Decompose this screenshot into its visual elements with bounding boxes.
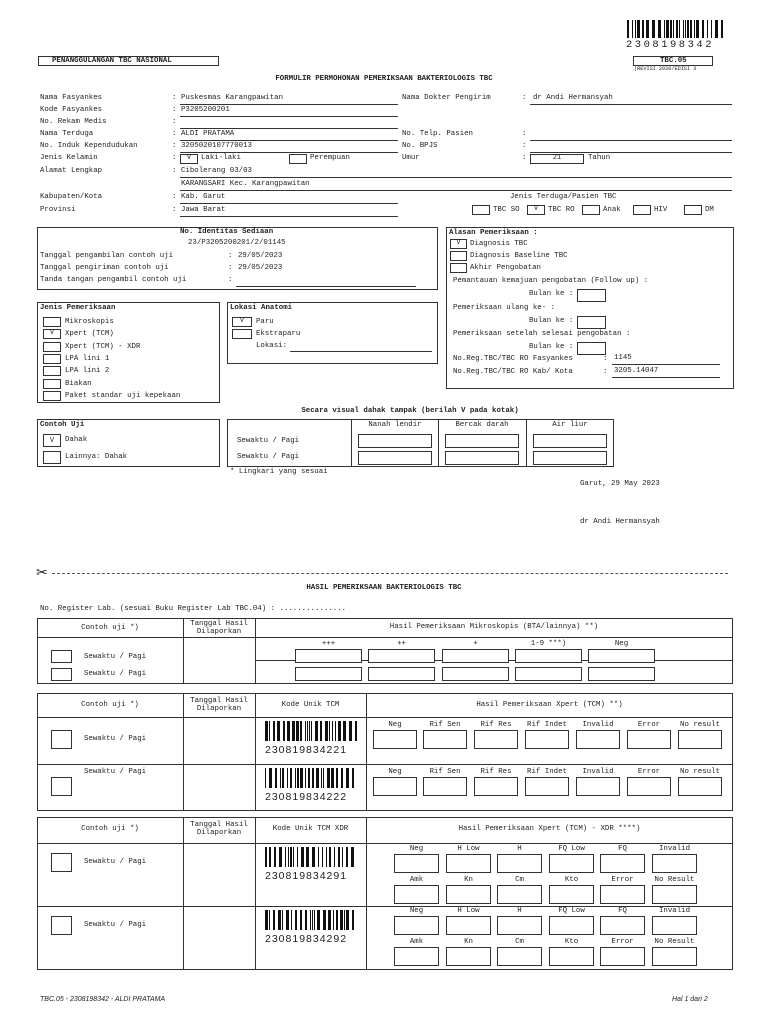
colon: :	[522, 154, 527, 162]
sample-checkbox[interactable]	[51, 777, 72, 796]
label-telp: No. Telp. Pasien	[402, 130, 473, 138]
reg-fasyankes-label: No.Reg.TBC/TBC RO Fasyankes	[453, 355, 573, 363]
divider	[183, 817, 184, 970]
jenis-pemeriksaan-title: Jenis Pemeriksaan	[40, 304, 116, 312]
xpert-result-box[interactable]	[373, 730, 417, 749]
xdr-result-label: Neg	[409, 907, 424, 915]
terduga-hiv-label: HIV	[654, 206, 668, 214]
xdr-result-box[interactable]	[652, 916, 697, 935]
xdr-result-box[interactable]	[497, 947, 542, 966]
label-provinsi: Provinsi	[40, 206, 76, 214]
label-nama-terduga: Nama Terduga	[40, 130, 94, 138]
alamat-line2: KARANGSARI Kec. Karangpawitan	[181, 180, 310, 188]
top-barcode-number: 2308198342	[626, 39, 715, 51]
jenis-terduga-title: Jenis Terduga/Pasien TBC	[510, 193, 617, 201]
terduga-tbc-ro-label: TBC RO	[548, 206, 575, 214]
bulan-ke-field[interactable]	[577, 342, 606, 355]
paru-label: Paru	[256, 318, 274, 326]
jenis-pemeriksaan-label: LPA lini 2	[65, 367, 110, 376]
sewaktu-label: Sewaktu / Pagi	[84, 670, 147, 678]
tcm-barcode	[265, 768, 357, 788]
colon: :	[522, 94, 527, 102]
xdr-result-box[interactable]	[652, 947, 697, 966]
xdr-result-box[interactable]	[549, 854, 594, 873]
umur-field[interactable]: 21	[530, 154, 584, 164]
mikro-grade-box[interactable]	[368, 649, 435, 663]
divider	[37, 717, 733, 718]
colon: :	[172, 106, 177, 114]
mikro-grade-box[interactable]	[442, 649, 509, 663]
jenis-pemeriksaan-checkbox[interactable]	[43, 317, 61, 327]
sediaan-row-value: 29/05/2023	[238, 252, 283, 260]
underline	[612, 377, 720, 378]
colon: :	[172, 154, 177, 162]
sample-checkbox[interactable]	[51, 916, 72, 935]
xdr-result-box[interactable]	[600, 916, 645, 935]
nanah-lendir-box-1[interactable]	[358, 434, 432, 448]
xpert-result-label: Error	[637, 768, 661, 776]
ekstraparu-checkbox[interactable]	[232, 329, 252, 339]
xpert-result-label: Neg	[388, 768, 402, 776]
label-kabupaten: Kabupaten/Kota	[40, 193, 103, 201]
lokasi-title: Lokasi Anatomi	[230, 304, 293, 312]
label-kode-fasyankes: Kode Fasyankes	[40, 106, 103, 114]
xdr-result-box[interactable]	[446, 947, 491, 966]
contoh-uji-header: Contoh uji *)	[81, 701, 139, 709]
colon: :	[172, 94, 177, 102]
label-dokter: Nama Dokter Pengirim	[402, 94, 491, 102]
xdr-result-box[interactable]	[446, 885, 491, 904]
sample-checkbox[interactable]	[51, 853, 72, 872]
jenis-pemeriksaan-label: Xpert (TCM)	[65, 330, 114, 339]
xdr-result-box[interactable]	[394, 885, 439, 904]
register-label: No. Register Lab. (sesuai Buku Register Lab TBC.04) : ...............	[40, 605, 347, 613]
bulan-ke-field[interactable]	[577, 289, 606, 302]
xpert-result-label: Rif Res	[480, 721, 512, 729]
xdr-result-label: Kn	[464, 876, 473, 884]
terduga-dm-label: DM	[705, 206, 714, 214]
xdr-result-box[interactable]	[497, 916, 542, 935]
xdr-result-box[interactable]	[652, 854, 697, 873]
xpert-result-box[interactable]	[678, 777, 722, 796]
xdr-result-box[interactable]	[549, 916, 594, 935]
xpert-result-label: Invalid	[582, 768, 614, 776]
xpert-result-box[interactable]	[525, 777, 569, 796]
lokasi-field-label: Lokasi:	[256, 342, 288, 350]
label-umur: Umur	[402, 154, 420, 162]
diagnosis-baseline-label: Diagnosis Baseline TBC	[470, 252, 568, 260]
contoh-uji-header: Contoh uji *)	[81, 624, 139, 632]
terduga-tbc-so-checkbox[interactable]	[472, 205, 490, 215]
akhir-pengobatan-checkbox[interactable]	[450, 263, 467, 273]
xdr-result-label: Kto	[564, 938, 579, 946]
kode-tcm-header: Kode Unik TCM	[281, 701, 340, 709]
contoh-uji-header: Contoh uji *)	[81, 825, 139, 833]
xdr-result-box[interactable]	[600, 854, 645, 873]
bercak-darah-box-2[interactable]	[445, 451, 519, 465]
followup-label: Pemantauan kemajuan pengobatan (Follow up) :	[453, 277, 649, 285]
mikro-grade-box[interactable]	[515, 649, 582, 663]
xdr-result-label: Kto	[564, 876, 579, 884]
bulan-ke-label: Bulan ke :	[529, 317, 574, 325]
sewaktu-label: Sewaktu / Pagi	[84, 921, 147, 929]
jenis-pemeriksaan-label: Paket standar uji kepekaan	[65, 391, 181, 400]
underline	[530, 104, 732, 105]
program-label: PENANGGULANGAN TBC NASIONAL	[52, 56, 172, 65]
mikro-title: Hasil Pemeriksaan Mikroskopis (BTA/lainnya) **)	[389, 623, 599, 631]
jenis-pemeriksaan-checkbox[interactable]	[43, 342, 61, 352]
mikro-grade-box[interactable]	[515, 667, 582, 681]
diagnosis-tbc-checkbox[interactable]: V	[450, 239, 467, 249]
mikro-grade-label: 1-9 ***)	[530, 640, 567, 648]
kode-fasyankes-value: P3205200201	[181, 106, 230, 114]
underline	[180, 177, 732, 178]
diagnosis-tbc-label: Diagnosis TBC	[470, 240, 528, 248]
label-jenis-kelamin: Jenis Kelamin	[40, 154, 98, 162]
underline	[530, 152, 732, 153]
xdr-result-label: Error	[611, 938, 634, 946]
xdr-result-label: FQ	[618, 845, 627, 853]
setelah-label: Pemeriksaan setelah selesai pengobatan :	[453, 330, 631, 338]
alasan-title: Alasan Pemeriksaan :	[449, 229, 538, 237]
provinsi-value: Jawa Barat	[181, 206, 226, 214]
sewaktu-label: Sewaktu / Pagi	[84, 858, 147, 866]
xpert-result-box[interactable]	[373, 777, 417, 796]
reg-fasyankes-value: 1145	[614, 354, 632, 362]
underline	[180, 190, 732, 191]
xdr-result-label: Cm	[515, 876, 524, 884]
xpert-result-box[interactable]	[627, 730, 671, 749]
sample-checkbox[interactable]	[51, 730, 72, 749]
label-no-rekam-medis: No. Rekam Medis	[40, 118, 107, 126]
xdr-result-label: H Low	[457, 845, 480, 853]
tanggal-header: Tanggal Hasil Dilaporkan	[190, 821, 248, 837]
xdr-result-box[interactable]	[394, 854, 439, 873]
jenis-pemeriksaan-checkbox[interactable]	[43, 391, 61, 401]
underline	[180, 203, 398, 204]
top-barcode	[627, 20, 725, 38]
row-label: Sewaktu / Pagi	[237, 437, 300, 445]
xdr-result-label: H	[517, 907, 522, 915]
xdr-result-label: FQ Low	[558, 845, 585, 853]
xdr-result-label: Amk	[409, 876, 424, 884]
jenis-pemeriksaan-label: LPA lini 1	[65, 354, 110, 363]
diagnosis-baseline-checkbox[interactable]	[450, 251, 467, 261]
terduga-anak-label: Anak	[603, 206, 621, 214]
xdr-result-label: Error	[611, 876, 634, 884]
jenis-pemeriksaan-label: Mikroskopis	[65, 318, 114, 326]
xdr-barcode-number: 230819834291	[265, 870, 348, 882]
jenis-pemeriksaan-checkbox[interactable]	[43, 354, 61, 364]
xdr-result-box[interactable]	[497, 854, 542, 873]
xpert-result-label: Rif Res	[480, 768, 512, 776]
sediaan-row-value: 29/05/2023	[238, 264, 283, 272]
xpert-result-box[interactable]	[627, 777, 671, 796]
tcm-barcode-number: 230819834222	[265, 791, 348, 803]
jenis-pemeriksaan-label: Biakan	[65, 379, 92, 388]
sample-checkbox[interactable]	[51, 650, 72, 663]
jenis-pemeriksaan-checkbox[interactable]	[43, 366, 61, 376]
xpert-result-box[interactable]	[576, 777, 620, 796]
alamat-line1: Cibolerang 03/03	[181, 167, 252, 175]
colon: :	[522, 142, 527, 150]
xpert-result-label: Error	[637, 721, 661, 729]
label-nama-fasyankes: Nama Fasyankes	[40, 94, 103, 102]
xdr-result-label: Kn	[464, 938, 473, 946]
dokter-value: dr Andi Hermansyah	[533, 94, 613, 102]
divider	[183, 693, 184, 811]
mikro-grade-box[interactable]	[295, 649, 362, 663]
sediaan-row-label: Tanggal pengambilan contoh uji	[40, 252, 174, 260]
col-nanah-lendir: Nanah lendir	[368, 421, 422, 429]
scissors-icon: ✂	[36, 565, 48, 581]
xdr-result-label: Amk	[409, 938, 424, 946]
dahak-label: Dahak	[65, 436, 88, 444]
sediaan-title: No. Identitas Sediaan	[180, 228, 274, 236]
xdr-barcode-number: 230819834292	[265, 933, 348, 945]
footer-right: Hal 1 dari 2	[672, 996, 708, 1003]
xdr-result-label: H Low	[457, 907, 480, 915]
divider	[366, 693, 367, 811]
xdr-title: Hasil Pemeriksaan Xpert (TCM) - XDR ****)	[458, 825, 641, 833]
xdr-result-box[interactable]	[394, 916, 439, 935]
xdr-result-box[interactable]	[394, 947, 439, 966]
mikro-grade-box[interactable]	[368, 667, 435, 681]
male-checkbox[interactable]: V	[180, 154, 198, 164]
umur-unit: Tahun	[588, 154, 611, 162]
air-liur-box-1[interactable]	[533, 434, 607, 448]
colon: :	[228, 276, 233, 284]
xdr-result-box[interactable]	[497, 885, 542, 904]
terduga-dm-checkbox[interactable]	[684, 205, 702, 215]
kabupaten-value: Kab. Garut	[181, 193, 226, 201]
ulang-label: Pemeriksaan ulang ke- :	[453, 304, 556, 312]
underline	[180, 216, 398, 217]
nik-value: 3205020107770013	[181, 142, 252, 150]
lokasi-line	[290, 351, 432, 352]
colon: :	[172, 167, 177, 175]
xdr-result-box[interactable]	[652, 885, 697, 904]
xdr-result-box[interactable]	[549, 885, 594, 904]
signer-name: dr Andi Hermansyah	[580, 518, 660, 526]
female-checkbox[interactable]	[289, 154, 307, 164]
label-alamat: Alamat Lengkap	[40, 167, 103, 175]
lainnya-checkbox[interactable]	[43, 451, 61, 464]
mikro-grade-label: Neg	[614, 640, 629, 648]
colon: :	[172, 142, 177, 150]
xpert-result-label: Neg	[388, 721, 402, 729]
jenis-pemeriksaan-checkbox[interactable]: V	[43, 329, 61, 339]
bulan-ke-field[interactable]	[577, 316, 606, 329]
xpert-result-label: Rif Sen	[429, 768, 461, 776]
bercak-darah-box-1[interactable]	[445, 434, 519, 448]
mikro-grade-box[interactable]	[588, 649, 655, 663]
xpert-result-box[interactable]	[525, 730, 569, 749]
nama-terduga-value: ALDI PRATAMA	[181, 130, 235, 138]
paru-checkbox[interactable]: V	[232, 317, 252, 327]
male-label: Laki-laki	[201, 154, 241, 162]
divider	[255, 693, 256, 811]
xpert-result-label: Rif Indet	[527, 721, 567, 729]
divider	[37, 843, 733, 844]
form-title: FORMULIR PERMOHONAN PEMERIKSAAN BAKTERIOLOGIS TBC	[275, 75, 493, 83]
xpert-result-box[interactable]	[423, 777, 467, 796]
col-air-liur: Air liur	[552, 421, 588, 429]
xdr-result-box[interactable]	[446, 854, 491, 873]
xpert-result-label: No result	[680, 721, 720, 729]
xpert-result-box[interactable]	[423, 730, 467, 749]
sediaan-row-label: Tanda tangan pengambil contoh uji	[40, 276, 187, 284]
colon: :	[603, 368, 608, 376]
terduga-tbc-so-label: TBC SO	[493, 206, 520, 214]
label-bpjs: No. BPJS	[402, 142, 438, 150]
lainnya-label: Lainnya: Dahak	[65, 453, 128, 461]
tcm-barcode	[265, 721, 357, 741]
xdr-result-box[interactable]	[600, 885, 645, 904]
sewaktu-label: Sewaktu / Pagi	[84, 768, 147, 776]
mikro-grade-label: ++	[397, 640, 406, 648]
divider	[366, 817, 367, 970]
colon: :	[228, 252, 233, 260]
sewaktu-label: Sewaktu / Pagi	[84, 735, 147, 743]
underline	[180, 152, 398, 153]
label-nik: No. Induk Kependudukan	[40, 142, 138, 150]
footer-left: TBC.05 - 2308198342 - ALDI PRATAMA	[40, 996, 166, 1003]
colon: :	[172, 118, 177, 126]
xdr-barcode	[265, 910, 357, 930]
divider	[255, 817, 256, 970]
xpert-result-label: Invalid	[582, 721, 614, 729]
mikro-grade-box[interactable]	[442, 667, 509, 681]
female-label: Perempuan	[310, 154, 350, 162]
sample-checkbox[interactable]	[51, 668, 72, 681]
underline	[180, 104, 398, 105]
dahak-checkbox[interactable]: V	[43, 434, 61, 447]
colon: :	[172, 206, 177, 214]
xdr-result-label: FQ	[618, 907, 627, 915]
sediaan-row-label: Tanggal pengiriman contoh uji	[40, 264, 169, 272]
lingkari-note: * Lingkari yang sesuai	[230, 468, 328, 476]
xdr-result-label: FQ Low	[558, 907, 585, 915]
underline	[180, 140, 398, 141]
bulan-ke-label: Bulan ke :	[529, 290, 574, 298]
xdr-result-label: No Result	[654, 938, 695, 946]
col-bercak-darah: Bercak darah	[455, 421, 509, 429]
divider	[37, 906, 733, 907]
reg-kab-value: 3205.14047	[614, 367, 659, 375]
hasil-title: HASIL PEMERIKSAAN BAKTERIOLOGIS TBC	[306, 584, 462, 592]
kode-xdr-header: Kode Unik TCM XDR	[272, 825, 349, 833]
xdr-result-box[interactable]	[549, 947, 594, 966]
terduga-anak-checkbox[interactable]	[582, 205, 600, 215]
xdr-result-label: No Result	[654, 876, 695, 884]
xdr-barcode	[265, 847, 357, 867]
jenis-pemeriksaan-label: Xpert (TCM) - XDR	[65, 342, 141, 351]
xdr-result-label: H	[517, 845, 522, 853]
mikro-grade-label: +++	[321, 640, 336, 648]
tanggal-header: Tanggal Hasil Dilaporkan	[190, 697, 248, 713]
xdr-result-label: Neg	[409, 845, 424, 853]
colon: :	[603, 355, 608, 363]
signature-line	[236, 286, 416, 287]
xpert-result-label: No result	[680, 768, 720, 776]
xpert-result-box[interactable]	[474, 777, 518, 796]
xpert-result-label: Rif Indet	[527, 768, 567, 776]
xpert-result-box[interactable]	[678, 730, 722, 749]
tcm-barcode-number: 230819834221	[265, 744, 348, 756]
terduga-tbc-ro-checkbox[interactable]: V	[527, 205, 545, 215]
divider	[37, 637, 733, 638]
reg-kab-label: No.Reg.TBC/TBC RO Kab/ Kota	[453, 368, 573, 376]
bulan-ke-label: Bulan ke :	[529, 343, 574, 351]
nama-fasyankes-value: Puskesmas Karangpawitan	[181, 94, 284, 102]
colon: :	[172, 130, 177, 138]
air-liur-box-2[interactable]	[533, 451, 607, 465]
underline	[612, 364, 720, 365]
xpert-result-box[interactable]	[576, 730, 620, 749]
colon: :	[172, 193, 177, 201]
row-label: Sewaktu / Pagi	[237, 453, 300, 461]
sewaktu-label: Sewaktu / Pagi	[84, 653, 147, 661]
underline	[530, 140, 732, 141]
form-code: TBC.05	[660, 56, 687, 65]
colon: :	[228, 264, 233, 272]
mikro-grade-box[interactable]	[295, 667, 362, 681]
mikro-grade-box[interactable]	[588, 667, 655, 681]
xpert-result-box[interactable]	[474, 730, 518, 749]
xpert-title: Hasil Pemeriksaan Xpert (TCM) **)	[476, 701, 623, 709]
terduga-hiv-checkbox[interactable]	[633, 205, 651, 215]
xdr-result-label: Cm	[515, 938, 524, 946]
divider	[37, 764, 733, 765]
ekstraparu-label: Ekstraparu	[256, 330, 301, 338]
xpert-result-label: Rif Sen	[429, 721, 461, 729]
underline	[180, 116, 398, 117]
xdr-result-box[interactable]	[600, 947, 645, 966]
form-version: (REVISI 2020/EDISI 3	[634, 66, 697, 72]
xdr-result-label: Invalid	[658, 845, 691, 853]
divider	[183, 618, 184, 684]
xdr-result-label: Invalid	[658, 907, 691, 915]
colon: :	[522, 130, 527, 138]
tanggal-header: Tanggal Hasil Dilaporkan	[190, 620, 248, 636]
akhir-pengobatan-label: Akhir Pengobatan	[470, 264, 541, 272]
jenis-pemeriksaan-checkbox[interactable]	[43, 379, 61, 389]
mikro-grade-label: +	[473, 640, 478, 648]
xdr-result-box[interactable]	[446, 916, 491, 935]
underline	[180, 128, 398, 129]
place-date: Garut, 29 May 2023	[580, 480, 660, 488]
nanah-lendir-box-2[interactable]	[358, 451, 432, 465]
visual-title: Secara visual dahak tampak (berilah V pada kotak)	[301, 407, 519, 415]
contoh-uji-title: Contoh Uji	[40, 421, 85, 429]
cut-line	[52, 573, 728, 574]
sediaan-id: 23/P3205200201/2/01145	[188, 239, 286, 247]
